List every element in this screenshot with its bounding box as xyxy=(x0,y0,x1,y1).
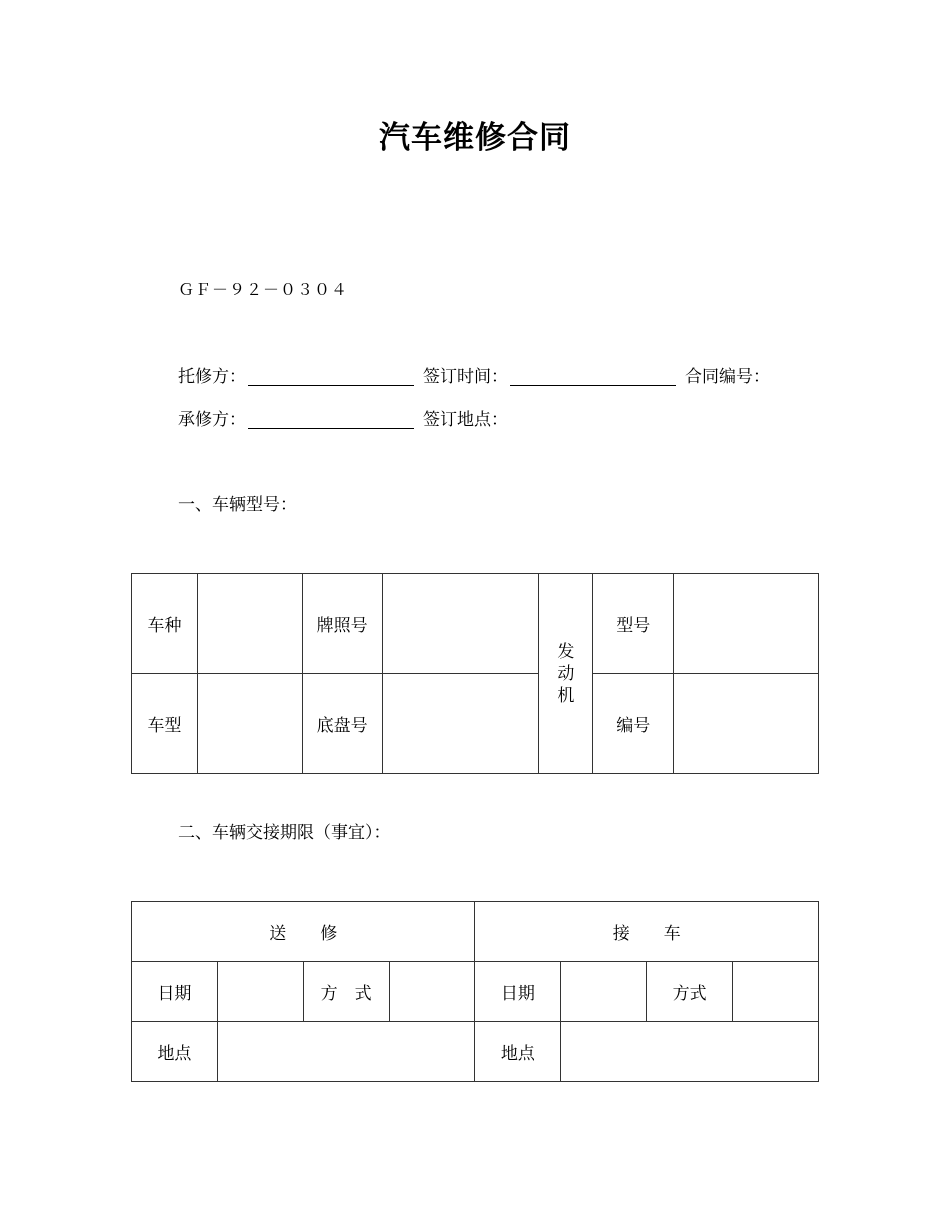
document-code: ＧＦ－９２－０３０４ xyxy=(178,280,349,299)
sign-time-label: 签订时间： xyxy=(423,367,508,387)
repairer-input-line[interactable] xyxy=(248,427,414,429)
send-date-label: 日期 xyxy=(132,962,218,1022)
plate-no-cell[interactable] xyxy=(382,574,539,674)
plate-no-label: 牌照号 xyxy=(302,574,382,674)
document-title: 汽车维修合同 xyxy=(379,120,571,156)
receive-place-cell[interactable] xyxy=(561,1022,819,1082)
receive-method-label: 方式 xyxy=(647,962,733,1022)
sign-time-input-line[interactable] xyxy=(510,384,676,386)
repairer-label: 承修方： xyxy=(178,410,246,430)
vehicle-kind-label: 车种 xyxy=(132,574,198,674)
receive-vehicle-header: 接 车 xyxy=(475,902,819,962)
chassis-no-label: 底盘号 xyxy=(302,674,382,774)
section-2-heading: 二、车辆交接期限（事宜）： xyxy=(178,823,391,843)
send-for-repair-header: 送 修 xyxy=(132,902,475,962)
send-method-label: 方 式 xyxy=(303,962,389,1022)
send-place-label: 地点 xyxy=(132,1022,218,1082)
client-label: 托修方： xyxy=(178,367,246,387)
vehicle-type-cell[interactable] xyxy=(197,674,302,774)
section-1-heading: 一、车辆型号： xyxy=(178,495,297,515)
receive-place-label: 地点 xyxy=(475,1022,561,1082)
engine-model-cell[interactable] xyxy=(674,574,819,674)
header-line-2 xyxy=(178,405,508,430)
send-method-cell[interactable] xyxy=(389,962,475,1022)
vehicle-model-table xyxy=(131,573,819,774)
client-input-line[interactable] xyxy=(248,384,414,386)
engine-no-cell[interactable] xyxy=(674,674,819,774)
engine-label xyxy=(539,574,593,774)
send-date-cell[interactable] xyxy=(217,962,303,1022)
engine-char-3: 机 xyxy=(557,685,575,706)
engine-model-label: 型号 xyxy=(593,574,674,674)
header-line-1 xyxy=(178,362,770,387)
receive-method-cell[interactable] xyxy=(733,962,819,1022)
handover-table xyxy=(131,901,819,1082)
engine-char-1: 发 xyxy=(557,641,575,662)
vehicle-type-label: 车型 xyxy=(132,674,198,774)
chassis-no-cell[interactable] xyxy=(382,674,539,774)
receive-date-cell[interactable] xyxy=(561,962,647,1022)
vehicle-kind-cell[interactable] xyxy=(197,574,302,674)
engine-no-label: 编号 xyxy=(593,674,674,774)
sign-place-label: 签订地点： xyxy=(423,410,508,430)
send-place-cell[interactable] xyxy=(217,1022,475,1082)
contract-no-label: 合同编号： xyxy=(685,367,770,387)
engine-char-2: 动 xyxy=(557,663,575,684)
receive-date-label: 日期 xyxy=(475,962,561,1022)
